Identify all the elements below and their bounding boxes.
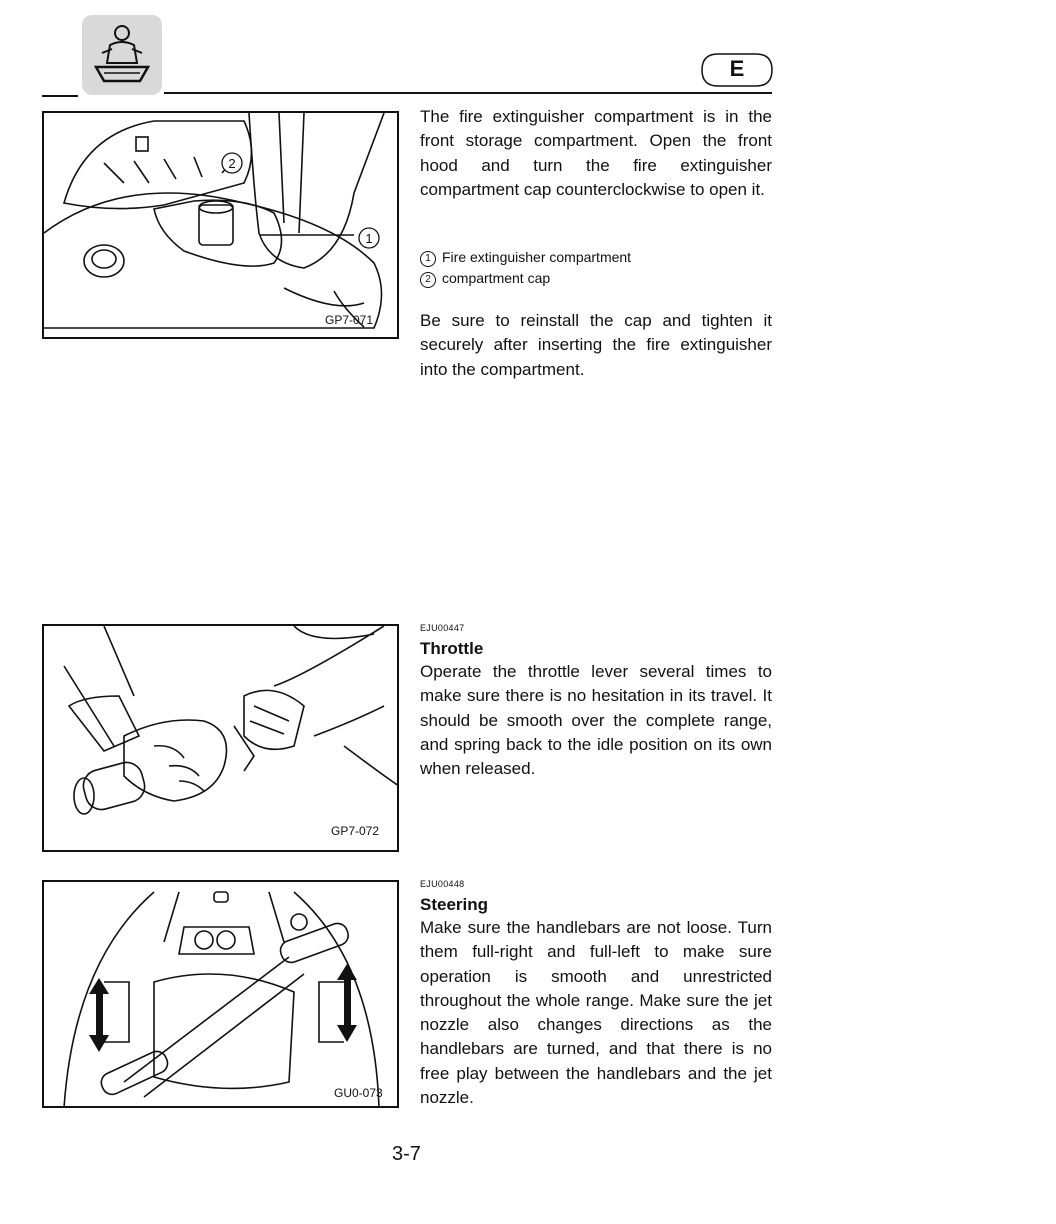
steering-code: EJU00448 [420, 879, 465, 889]
watercraft-rider-icon [82, 15, 162, 95]
extinguisher-paragraph: The fire extinguisher compartment is in the front storage compartment. Open the front hood and turn the fire extinguisher compartment cap counterclockwise to open it. [420, 107, 772, 199]
figure-code: GP7-071 [325, 313, 374, 327]
header-rule-left [42, 95, 78, 97]
callout-1: 1 [365, 231, 373, 246]
figure-code: GP7-072 [331, 824, 380, 838]
reinstall-paragraph: Be sure to reinstall the cap and tighten it securely after inserting the fire extinguisher into the compartment. [420, 311, 772, 379]
steering-paragraph: Make sure the handlebars are not loose. Turn them full-right and full-left to make sure operation is smooth and unrestricted throughout the whole range. Make sure the jet nozzle also changes directions as the handlebars are turned, and that there is no free play between the handlebars and the jet nozzle. [420, 918, 772, 1108]
extinguisher-legend [420, 247, 772, 289]
section-letter: E [729, 56, 745, 81]
figure-throttle [42, 624, 399, 852]
legend-item [420, 268, 772, 289]
steering-illustration [44, 882, 399, 1108]
page-number: 3-7 [392, 1143, 421, 1165]
legend-number: 2 [420, 272, 436, 288]
throttle-heading: Throttle [420, 639, 484, 658]
extinguisher-illustration [44, 113, 399, 339]
callout-2: 2 [228, 156, 236, 171]
throttle-paragraph: Operate the throttle lever several times to make sure there is no hesitation in its travel. It should be smooth over the complete range, and spring back to the idle position on its own when released. [420, 662, 772, 779]
section-badge [700, 52, 774, 88]
figure-code: GU0-073 [334, 1086, 383, 1100]
header-rule-right [164, 92, 772, 94]
legend-item [420, 247, 772, 268]
throttle-illustration [44, 626, 399, 852]
legend-number: 1 [420, 251, 436, 267]
steering-heading: Steering [420, 895, 489, 914]
figure-extinguisher-compartment [42, 111, 399, 339]
legend-text: Fire extinguisher compartment [442, 249, 632, 265]
legend-text: compartment cap [442, 270, 551, 286]
throttle-code: EJU00447 [420, 623, 465, 633]
figure-steering [42, 880, 399, 1108]
